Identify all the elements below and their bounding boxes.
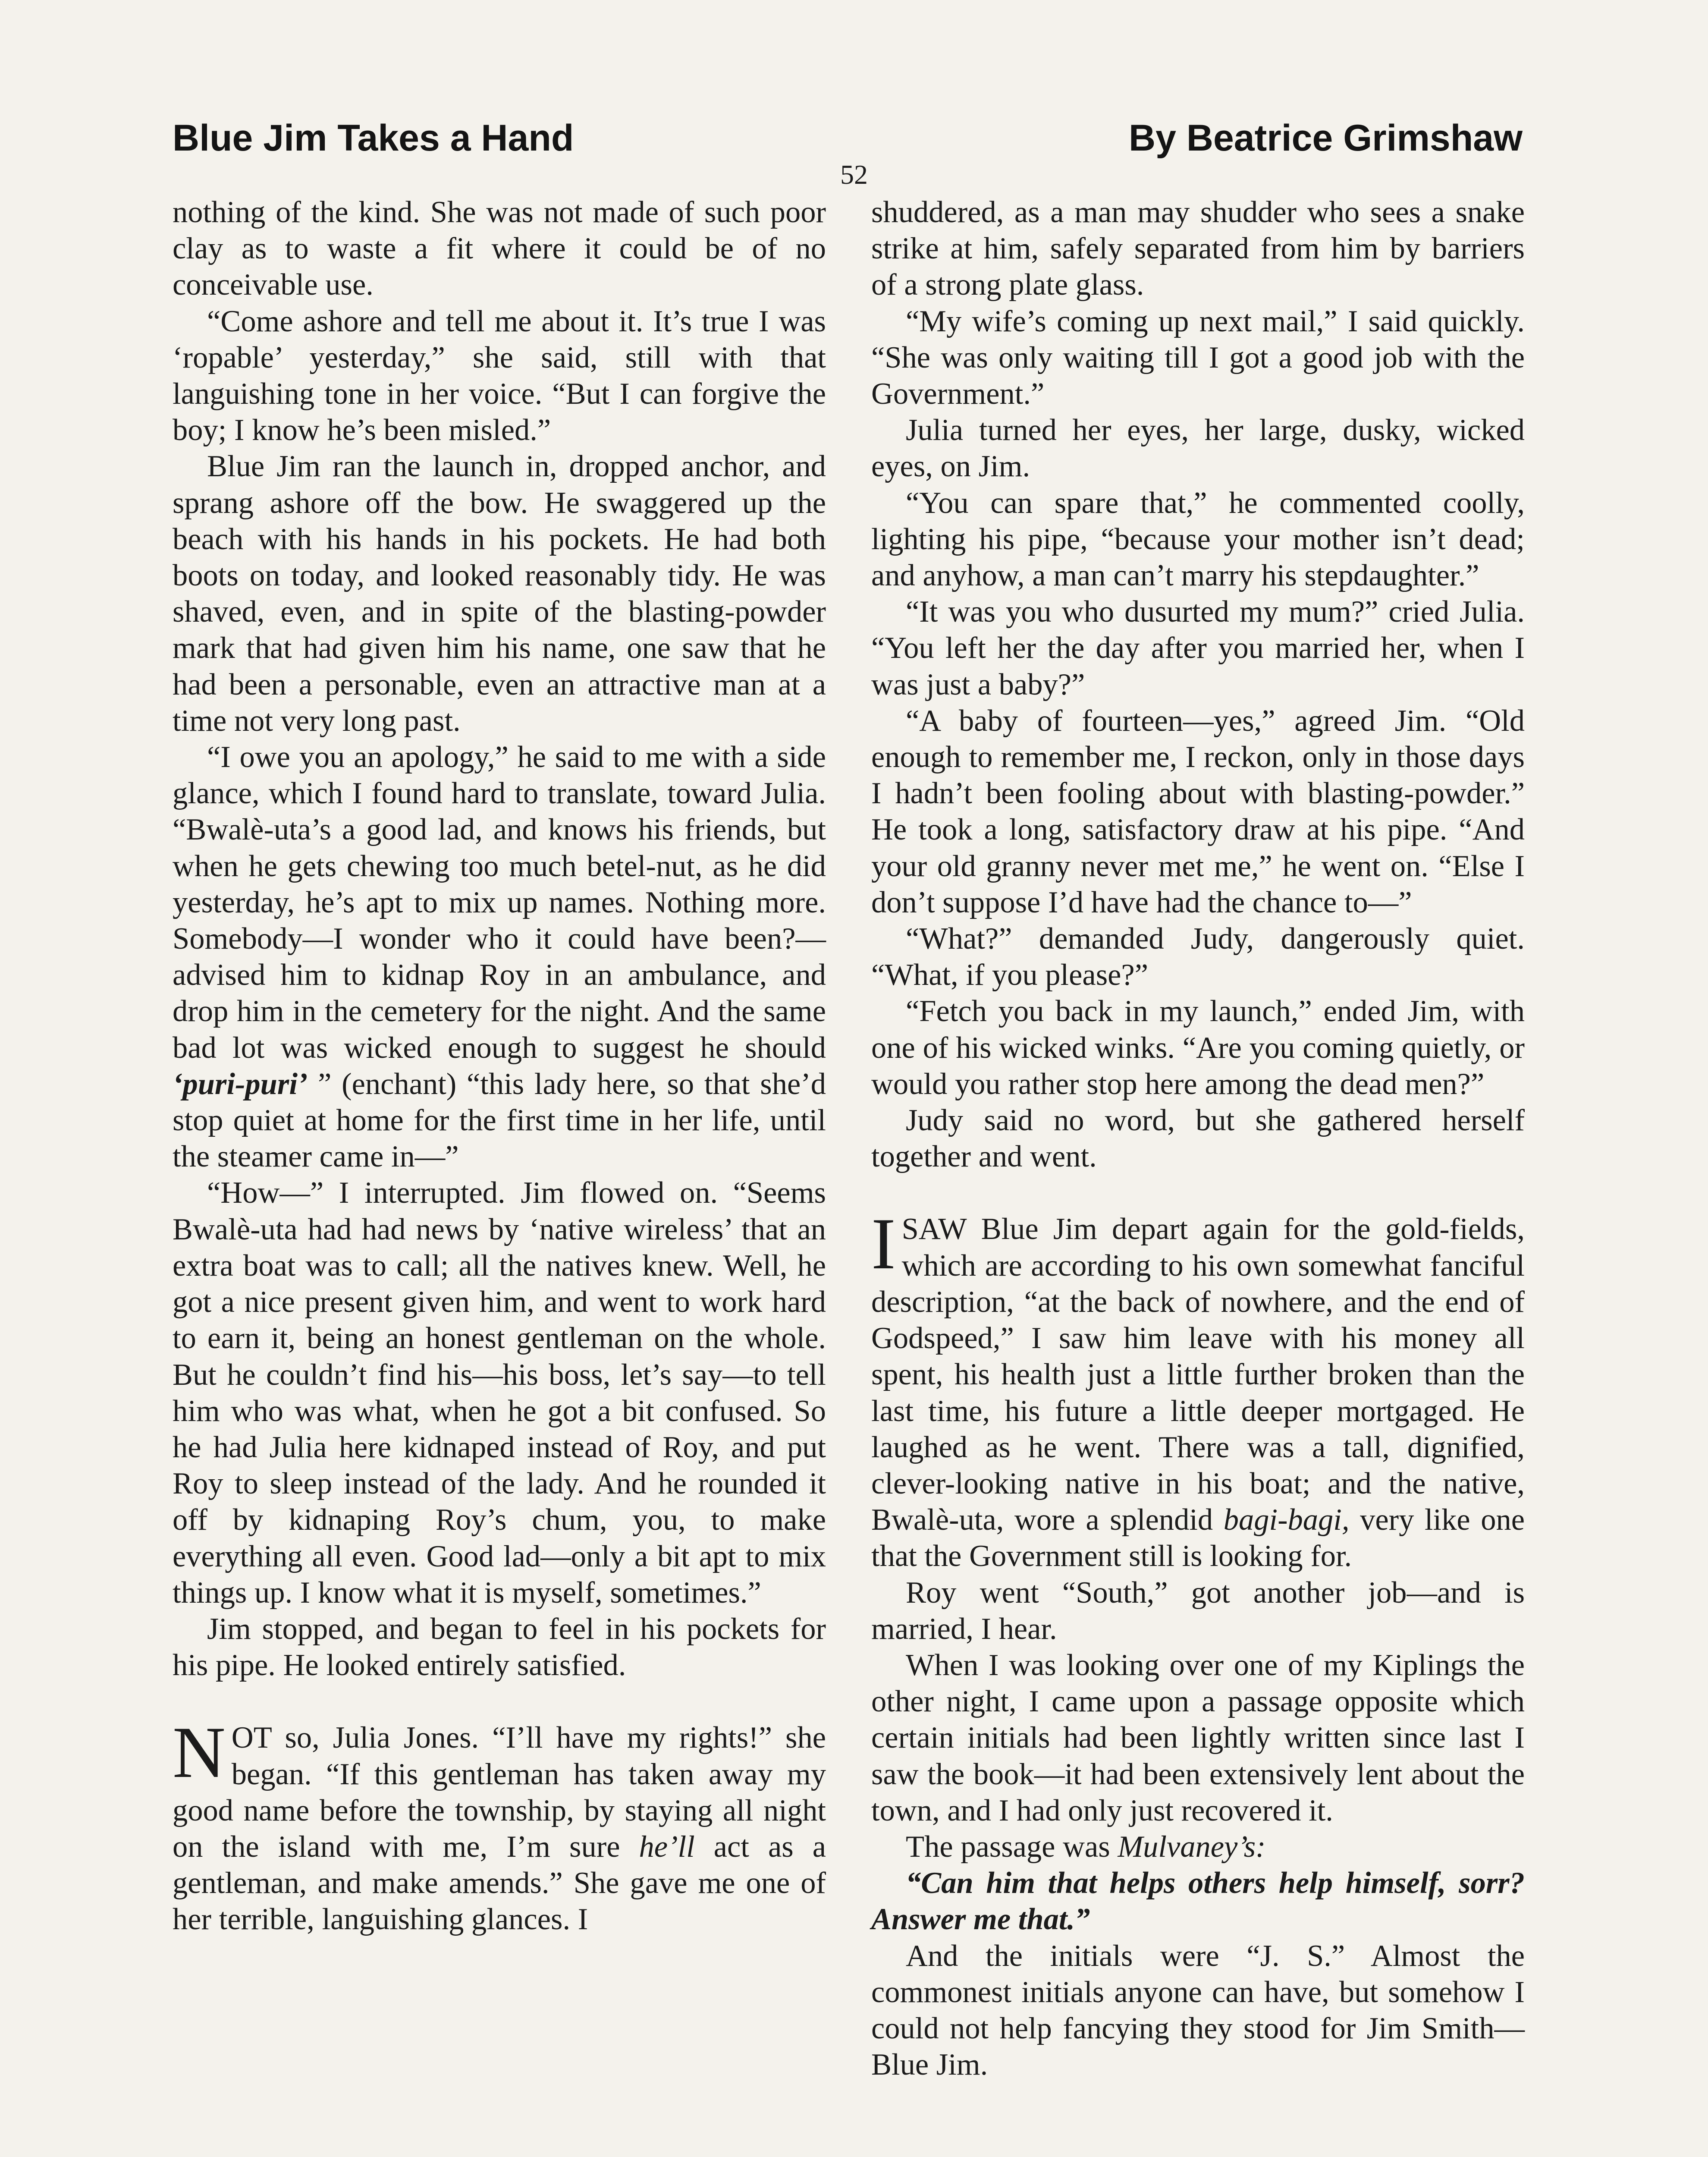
drop-cap: N <box>173 1712 226 1793</box>
paragraph-text: The passage was <box>906 1830 1118 1864</box>
paragraph: Julia turned her eyes, her large, dusky, wicked eyes, on Jim. <box>871 413 1525 484</box>
italic-term: Mulvaney’s: <box>1118 1830 1266 1864</box>
author-byline: By Beatrice Grimshaw <box>1129 117 1523 159</box>
paragraph-text: SAW Blue Jim depart again for the gold-fields, which are according to his own somewhat fanciful description, “at the back of nowhere, and the end of Godspeed,” I saw him leave with his money all spent, his health just a little further broken than the last time, his future a little deeper mortgaged. He laughed as he went. There was a tall, dignified, clever-looking native in his boat; and the native, Bwalè-uta, wore a splendid <box>871 1212 1525 1537</box>
paragraph: “Come ashore and tell me about it. It’s true I was ‘ropable’ yesterday,” she said, still with that languishing tone in her voice. “But I can forgive the boy; I know he’s been misled.” <box>173 304 826 447</box>
italic-term: ‘puri-puri’ <box>173 1067 308 1101</box>
paragraph: Jim stopped, and began to feel in his pockets for his pipe. He looked entirely satisfied. <box>173 1612 826 1682</box>
section-opening-paragraph <box>173 1712 826 1937</box>
paragraph: And the initials were “J. S.” Almost the commonest initials anyone can have, but somehow I could not help fancying they stood for Jim Smith—Blue Jim. <box>871 1939 1525 2082</box>
right-column <box>871 194 1525 2083</box>
paragraph: Judy said no word, but she gathered herself together and went. <box>871 1104 1525 1174</box>
page-number: 52 <box>840 159 868 190</box>
paragraph: Roy went “South,” got another job—and is married, I hear. <box>871 1575 1525 1646</box>
paragraph-text: very like one that the Government still is looking for. <box>871 1503 1525 1573</box>
story-title: Blue Jim Takes a Hand <box>173 117 574 159</box>
paragraph <box>871 1829 1525 1865</box>
paragraph: shuddered, as a man may shudder who sees a snake strike at him, safely separated from him by barriers of a strong plate glass. <box>871 195 1525 302</box>
paragraph-text: act as a gentleman, and make amends.” She gave me one of her terrible, languishing glances. I <box>173 1830 826 1937</box>
drop-cap: I <box>871 1203 896 1285</box>
paragraph-text: ” (enchant) “this lady here, so that she’d stop quiet at home for the first time in her life, until the steamer came in—” <box>173 1067 826 1174</box>
section-opening-paragraph <box>871 1203 1525 1574</box>
paragraph <box>173 739 826 1175</box>
paragraph: “You can spare that,” he commented coolly, lighting his pipe, “because your mother isn’t dead; and anyhow, a man can’t marry his stepdaughter.” <box>871 486 1525 593</box>
left-column <box>173 194 826 1938</box>
paragraph: “What?” demanded Judy, dangerously quiet. “What, if you please?” <box>871 922 1525 992</box>
paragraph: “Fetch you back in my launch,” ended Jim, with one of his wicked winks. “Are you coming quietly, or would you rather stop here among the dead men?” <box>871 994 1525 1101</box>
paragraph-text: “I owe you an apology,” he said to me with a side glance, which I found hard to translate, toward Julia. “Bwalè-uta’s a good lad, and knows his friends, but when he gets chewing too much betel-nut, as he did yesterday, he’s apt to mix up names. Nothing more. Somebody—I wonder who it could have been?—advised him to kidnap Roy in an ambulance, and drop him in the cemetery for the night. And the same bad lot was wicked enough to suggest he should <box>173 740 826 1065</box>
paragraph-text: OT so, Julia Jones. “I’ll have my rights!” she began. “If this gentleman has taken away my good name before the township, by staying all night on the island with me, I’m sure <box>173 1721 826 1864</box>
paragraph: nothing of the kind. She was not made of such poor clay as to waste a fit where it could be of no conceivable use. <box>173 195 826 302</box>
quoted-passage: “Can him that helps others help himself, sorr? Answer me that.” <box>871 1866 1525 1937</box>
paragraph: “It was you who dusurted my mum?” cried Julia. “You left her the day after you married her, when I was just a baby?” <box>871 595 1525 701</box>
paragraph: “My wife’s coming up next mail,” I said quickly. “She was only waiting till I got a good job with the Government.” <box>871 304 1525 411</box>
italic-term: he’ll <box>639 1830 695 1864</box>
paragraph: When I was looking over one of my Kiplings the other night, I came upon a passage opposite which certain initials had been lightly written since last I saw the book—it had been extensively lent about the town, and I had only just recovered it. <box>871 1648 1525 1827</box>
paragraph: “How—” I interrupted. Jim flowed on. “Seems Bwalè-uta had had news by ‘native wireless’ that an extra boat was to call; all the natives knew. Well, he got a nice present given him, and went to work hard to earn it, being an honest gentleman on the whole. But he couldn’t find his—his boss, let’s say—to tell him who was what, when he got a bit confused. So he had Julia here kidnaped instead of Roy, and put Roy to sleep instead of the lady. And he rounded it off by kidnaping Roy’s chum, you, to make everything all even. Good lad—only a bit apt to mix things up. I know what it is myself, sometimes.” <box>173 1176 826 1610</box>
paragraph: “A baby of fourteen—yes,” agreed Jim. “Old enough to remember me, I reckon, only in those days I hadn’t been fooling about with blasting-powder.” He took a long, satisfactory draw at his pipe. “And your old granny never met me,” he went on. “Else I don’t suppose I’d have had the chance to—” <box>871 704 1525 919</box>
italic-term: bagi-bagi, <box>1223 1503 1350 1537</box>
paragraph: Blue Jim ran the launch in, dropped anchor, and sprang ashore off the bow. He swaggered up the beach with his hands in his pockets. He had both boots on today, and looked reasonably tidy. He was shaved, even, and in spite of the blasting-powder mark that had given him his name, one saw that he had been a personable, even an attractive man at a time not very long past. <box>173 450 826 738</box>
